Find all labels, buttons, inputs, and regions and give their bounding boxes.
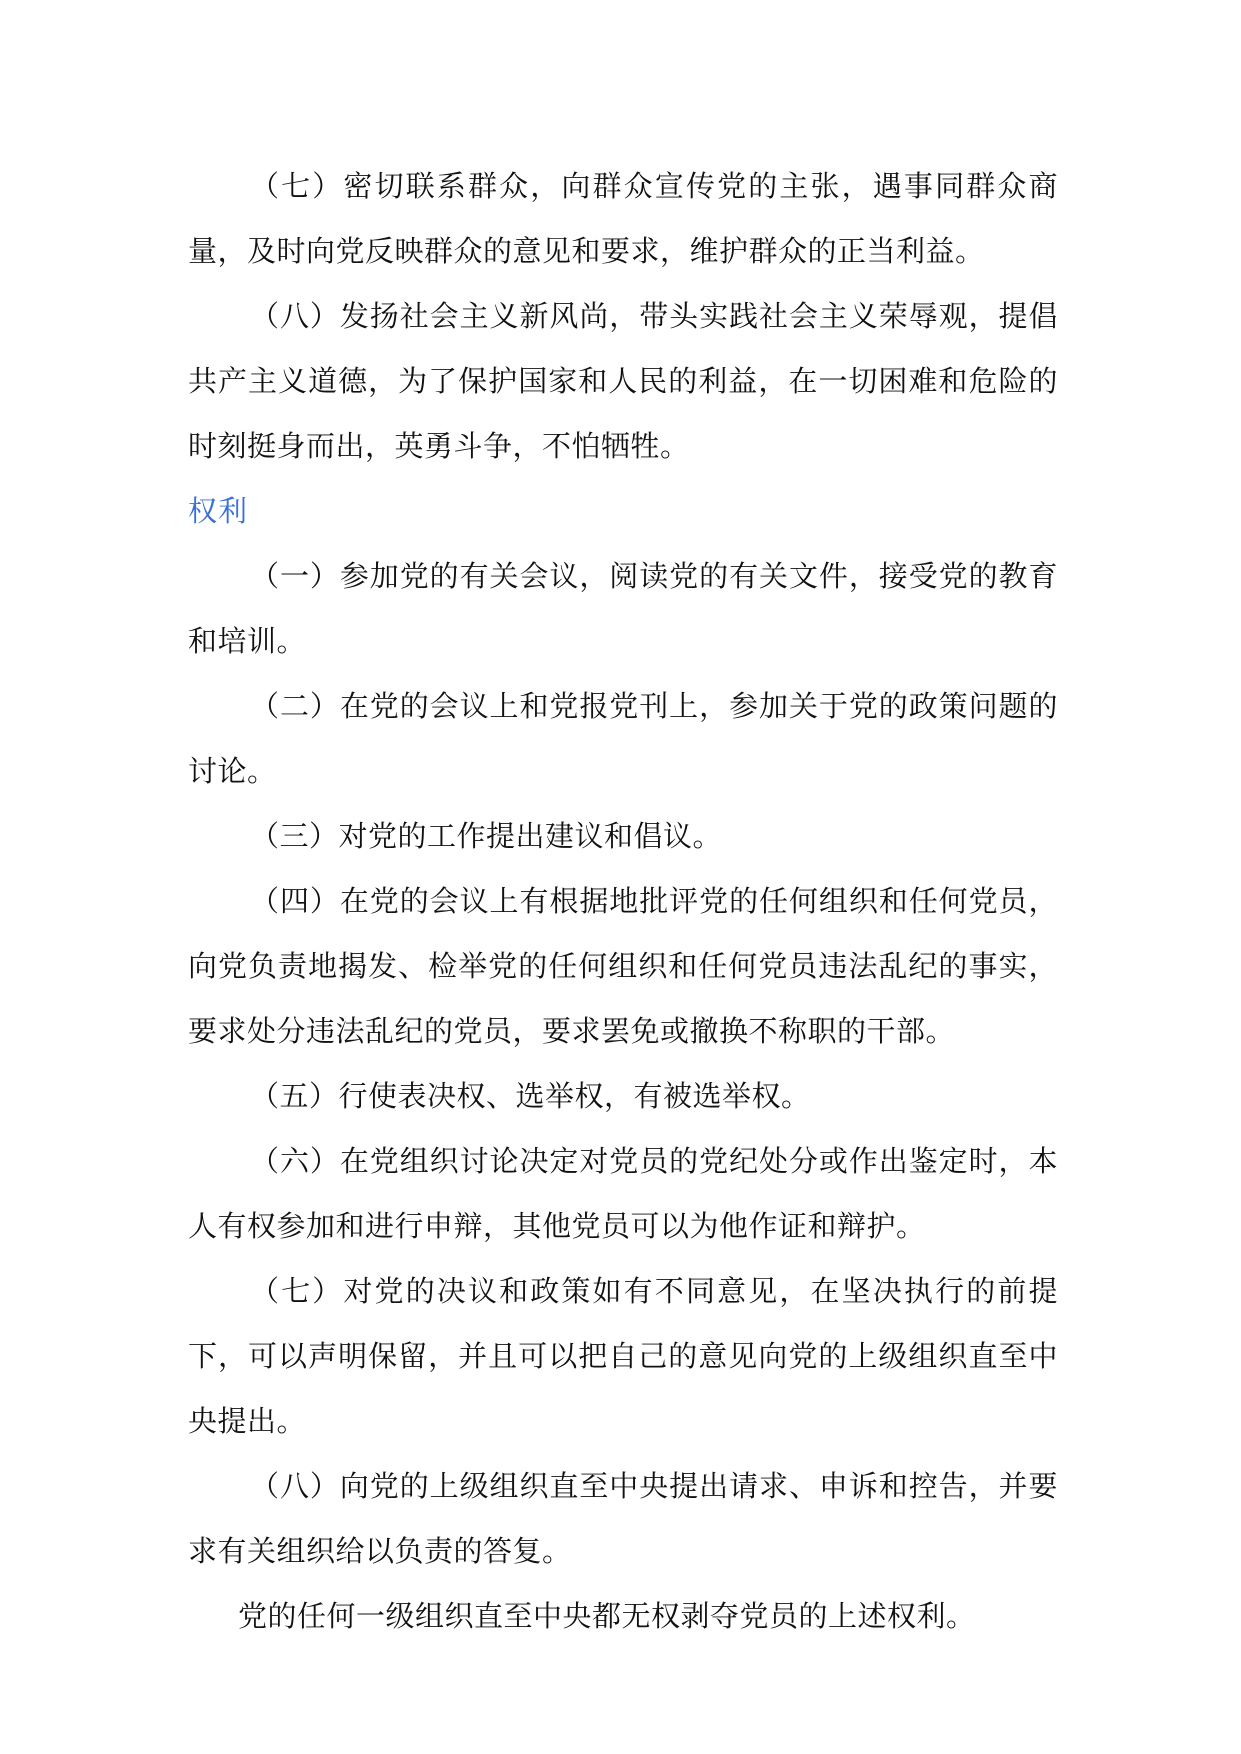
- duty-item-8: （八）发扬社会主义新风尚，带头实践社会主义荣辱观，提倡共产主义道德，为了保护国家和人民的利益，在一切困难和危险的时刻挺身而出，英勇斗争，不怕牺牲。: [188, 299, 1058, 463]
- rights-item-1: （一）参加党的有关会议，阅读党的有关文件，接受党的教育和培训。: [188, 559, 1058, 658]
- rights-closing-statement: 党的任何一级组织直至中央都无权剥夺党员的上述权利。: [238, 1599, 976, 1633]
- rights-item-5: （五）行使表决权、选举权，有被选举权。: [250, 1079, 811, 1113]
- rights-item-6: （六）在党组织讨论决定对党员的党纪处分或作出鉴定时，本人有权参加和进行申辩，其他党员可以为他作证和辩护。: [188, 1144, 1058, 1243]
- rights-item-3: （三）对党的工作提出建议和倡议。: [250, 819, 723, 853]
- duty-item-7: （七）密切联系群众，向群众宣传党的主张，遇事同群众商量，及时向党反映群众的意见和要求，维护群众的正当利益。: [188, 169, 1058, 268]
- rights-item-8: （八）向党的上级组织直至中央提出请求、申诉和控告，并要求有关组织给以负责的答复。: [188, 1469, 1058, 1568]
- rights-item-2: （二）在党的会议上和党报党刊上，参加关于党的政策问题的讨论。: [188, 689, 1058, 788]
- rights-heading: 权利: [188, 494, 249, 528]
- rights-item-7: （七）对党的决议和政策如有不同意见，在坚决执行的前提下，可以声明保留，并且可以把自己的意见向党的上级组织直至中央提出。: [188, 1274, 1058, 1438]
- document-body: [188, 154, 1058, 1649]
- rights-item-4: （四）在党的会议上有根据地批评党的任何组织和任何党员，向党负责地揭发、检举党的任何组织和任何党员违法乱纪的事实，要求处分违法乱纪的党员，要求罢免或撤换不称职的干部。: [188, 884, 1058, 1048]
